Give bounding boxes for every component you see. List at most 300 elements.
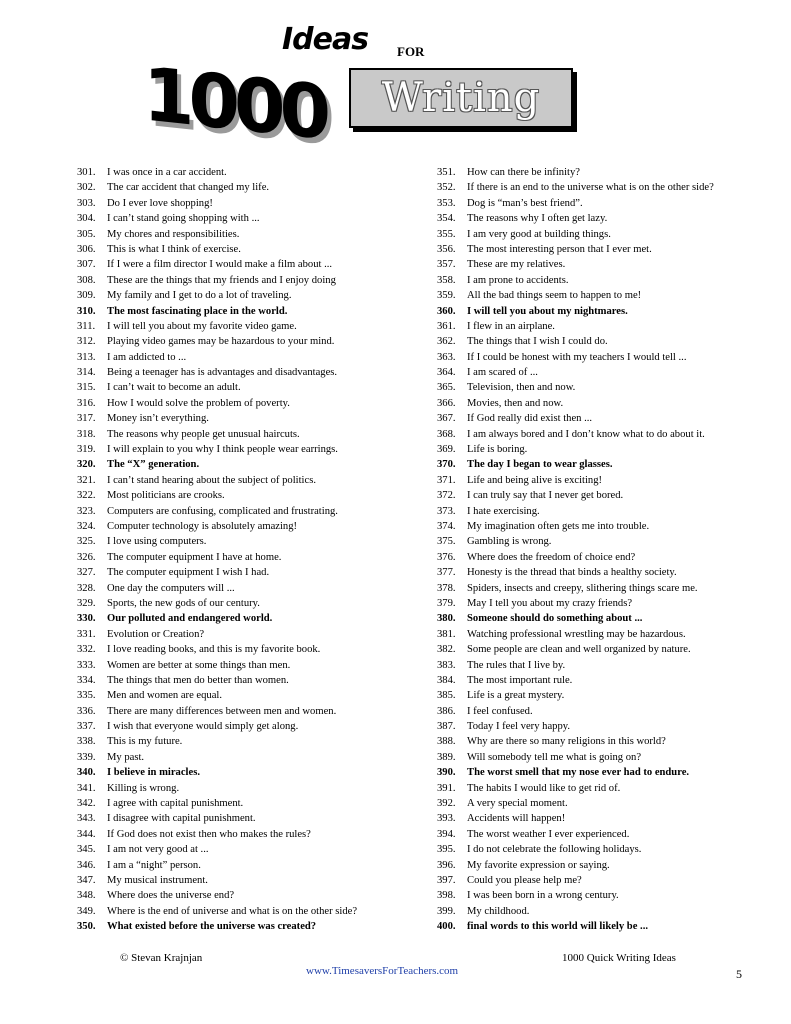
list-item [437,581,767,596]
item-number: 304. [77,213,96,225]
item-number: 310. [77,305,96,317]
item-number: 387. [437,721,456,733]
right-column-list [437,165,767,935]
list-item [437,734,767,749]
list-item [437,257,767,272]
list-item [77,550,417,565]
list-item [437,242,767,257]
item-text: Where does the universe end? [107,890,235,902]
item-number: 327. [77,567,96,579]
item-text: Accidents will happen! [467,813,566,825]
item-text: Men and women are equal. [107,690,223,702]
item-number: 382. [437,644,456,656]
item-number: 312. [77,336,96,348]
item-text: Life is boring. [467,444,528,456]
list-item [437,827,767,842]
item-number: 353. [437,197,456,209]
item-text: The car accident that changed my life. [107,182,270,194]
item-number: 316. [77,397,96,409]
item-number: 303. [77,197,96,209]
item-number: 323. [77,505,96,517]
writing-banner [349,68,573,128]
list-item [77,581,417,596]
item-number: 302. [77,182,96,194]
item-text: I can truly say that I never get bored. [467,490,624,502]
list-item [437,427,767,442]
item-text: I flew in an airplane. [467,320,555,332]
item-number: 381. [437,628,456,640]
item-text: There are many differences between men and women. [107,705,337,717]
list-item [77,827,417,842]
item-number: 339. [77,751,96,763]
list-item [77,596,417,611]
list-item [77,211,417,226]
item-number: 336. [77,705,96,717]
item-text: Gambling is wrong. [467,536,552,548]
item-text: How I would solve the problem of poverty. [107,397,290,409]
item-text: A very special moment. [467,798,568,810]
item-number: 386. [437,705,456,717]
list-item [437,565,767,580]
item-text: My chores and responsibilities. [107,228,240,240]
list-item [437,442,767,457]
list-item [77,688,417,703]
item-number: 345. [77,844,96,856]
list-item [77,334,417,349]
item-text: I do not celebrate the following holidays. [467,844,642,856]
list-item [437,704,767,719]
list-item [77,811,417,826]
list-item [437,519,767,534]
list-item [437,596,767,611]
item-number: 342. [77,798,96,810]
item-text: I will tell you about my favorite video game. [107,320,297,332]
list-item [437,165,767,180]
list-item [77,519,417,534]
item-number: 390. [437,767,456,779]
item-text: The day I began to wear glasses. [467,459,613,471]
item-text: The worst smell that my nose ever had to endure. [467,767,690,779]
item-number: 344. [77,828,96,840]
item-number: 361. [437,320,456,332]
list-item [77,242,417,257]
list-item [77,796,417,811]
item-text: If there is an end to the universe what is on the other side? [467,182,714,194]
item-text: I love using computers. [107,536,207,548]
item-text: My childhood. [467,905,530,917]
item-text: If I were a film director I would make a film about ... [107,259,333,271]
list-item [437,504,767,519]
list-item [437,319,767,334]
item-number: 391. [437,782,456,794]
item-text: If I could be honest with my teachers I would tell ... [467,351,687,363]
item-number: 365. [437,382,456,394]
list-item [437,904,767,919]
list-item [437,350,767,365]
list-item [77,534,417,549]
item-text: I was been born in a wrong century. [467,890,619,902]
list-item [77,488,417,503]
item-text: The “X” generation. [107,459,200,471]
item-number: 347. [77,874,96,886]
item-number: 373. [437,505,456,517]
item-text: Evolution or Creation? [107,628,205,640]
list-item [77,365,417,380]
item-text: Today I feel very happy. [467,721,570,733]
item-number: 340. [77,767,96,779]
list-item [77,873,417,888]
item-text: The habits I would like to get rid of. [467,782,621,794]
item-text: I will explain to you why I think people wear earrings. [107,444,338,456]
item-number: 393. [437,813,456,825]
list-item [77,396,417,411]
item-number: 358. [437,274,456,286]
item-number: 343. [77,813,96,825]
item-number: 376. [437,551,456,563]
item-number: 334. [77,674,96,686]
item-text: Most politicians are crooks. [107,490,225,502]
list-item [77,781,417,796]
list-item [437,334,767,349]
item-text: Honesty is the thread that binds a healthy society. [467,567,677,579]
item-number: 328. [77,582,96,594]
item-number: 349. [77,905,96,917]
list-item [77,180,417,195]
item-text: I believe in miracles. [107,767,200,779]
item-text: I am prone to accidents. [467,274,569,286]
item-number: 394. [437,828,456,840]
item-text: Television, then and now. [467,382,576,394]
item-text: Money isn’t everything. [107,413,209,425]
item-text: All the bad things seem to happen to me! [467,290,642,302]
list-item [437,873,767,888]
list-item [437,888,767,903]
item-number: 306. [77,243,96,255]
item-number: 371. [437,474,456,486]
item-text: I feel confused. [467,705,533,717]
list-item [77,719,417,734]
item-text: The worst weather I ever experienced. [467,828,630,840]
item-number: 377. [437,567,456,579]
item-number: 400. [437,921,456,933]
list-item [77,627,417,642]
item-text: final words to this world will likely be ... [467,921,648,933]
item-number: 330. [77,613,96,625]
for-heading: FOR [397,44,425,59]
item-number: 388. [437,736,456,748]
list-item [437,550,767,565]
item-number: 399. [437,905,456,917]
item-number: 397. [437,874,456,886]
list-item [437,719,767,734]
list-item [77,273,417,288]
item-text: The rules that I live by. [467,659,566,671]
list-item [437,534,767,549]
item-text: I will tell you about my nightmares. [467,305,628,317]
item-number: 311. [77,320,96,332]
list-item [77,658,417,673]
item-text: I wish that everyone would simply get along. [107,721,299,733]
list-item [77,765,417,780]
item-number: 320. [77,459,96,471]
item-text: I am addicted to ... [107,351,187,363]
item-text: The reasons why people get unusual haircuts. [107,428,300,440]
list-item [437,365,767,380]
item-number: 329. [77,597,96,609]
item-text: Life is a great mystery. [467,690,565,702]
item-number: 350. [77,921,96,933]
item-number: 326. [77,551,96,563]
item-text: My favorite expression or saying. [467,859,610,871]
item-number: 380. [437,613,456,625]
item-number: 314. [77,367,96,379]
list-item [437,688,767,703]
item-text: May I tell you about my crazy friends? [467,597,633,609]
list-item [77,504,417,519]
item-text: I can’t stand hearing about the subject of politics. [107,474,316,486]
item-number: 318. [77,428,96,440]
item-number: 331. [77,628,96,640]
list-item [437,811,767,826]
list-item [437,273,767,288]
list-item [437,781,767,796]
footer-author: © Stevan Krajnjan [120,952,203,964]
item-text: Playing video games may be hazardous to your mind. [107,336,335,348]
item-number: 396. [437,859,456,871]
item-text: I can’t stand going shopping with ... [107,213,260,225]
item-text: The computer equipment I wish I had. [107,567,270,579]
list-item [437,227,767,242]
list-item [437,673,767,688]
item-number: 305. [77,228,96,240]
item-text: Where does the freedom of choice end? [467,551,636,563]
item-number: 392. [437,798,456,810]
item-number: 357. [437,259,456,271]
item-text: I love reading books, and this is my favorite book. [107,644,321,656]
item-text: I am always bored and I don’t know what to do about it. [467,428,705,440]
list-item [437,288,767,303]
list-item [77,227,417,242]
item-text: Why are there so many religions in this world? [467,736,666,748]
list-item [437,765,767,780]
item-text: Will somebody tell me what is going on? [467,751,642,763]
item-text: The most interesting person that I ever met. [467,243,652,255]
list-item [77,842,417,857]
item-text: My musical instrument. [107,874,208,886]
item-number: 352. [437,182,456,194]
item-text: Being a teenager has is advantages and disadvantages. [107,367,338,379]
item-number: 354. [437,213,456,225]
item-text: Computers are confusing, complicated and frustrating. [107,505,338,517]
item-number: 370. [437,459,456,471]
list-item [77,750,417,765]
item-number: 313. [77,351,96,363]
list-item [77,427,417,442]
list-item [437,796,767,811]
list-item [77,704,417,719]
list-item [77,380,417,395]
item-text: What existed before the universe was created? [107,921,317,933]
item-number: 372. [437,490,456,502]
item-number: 309. [77,290,96,302]
list-item [437,658,767,673]
list-item [77,473,417,488]
item-text: This is my future. [107,736,183,748]
item-text: I am scared of ... [467,367,538,379]
item-text: Dog is “man’s best friend”. [467,197,583,209]
list-item [437,180,767,195]
item-number: 362. [437,336,456,348]
item-text: Spiders, insects and creepy, slithering things scare me. [467,582,698,594]
item-text: I am not very good at ... [107,844,209,856]
item-number: 384. [437,674,456,686]
item-text: One day the computers will ... [107,582,235,594]
item-number: 367. [437,413,456,425]
list-item [77,673,417,688]
list-item [437,211,767,226]
item-number: 338. [77,736,96,748]
list-item [437,611,767,626]
list-item [77,457,417,472]
item-number: 322. [77,490,96,502]
item-number: 317. [77,413,96,425]
item-number: 389. [437,751,456,763]
list-item [437,842,767,857]
item-number: 315. [77,382,96,394]
list-item [437,750,767,765]
list-item [437,858,767,873]
item-number: 324. [77,520,96,532]
list-item [77,642,417,657]
thousand-logo: 1000 [143,51,325,157]
list-item [77,288,417,303]
item-text: Sports, the new gods of our century. [107,597,260,609]
writing-heading: Writing [381,75,541,121]
item-text: If God does not exist then who makes the rules? [107,828,311,840]
item-number: 363. [437,351,456,363]
footer-website-link[interactable]: www.TimesaversForTeachers.com [306,965,459,977]
list-item [77,565,417,580]
item-number: 321. [77,474,96,486]
item-number: 378. [437,582,456,594]
list-item [77,165,417,180]
list-item [77,350,417,365]
item-text: Watching professional wrestling may be hazardous. [467,628,686,640]
list-item [77,734,417,749]
item-number: 379. [437,597,456,609]
item-number: 398. [437,890,456,902]
list-item [77,858,417,873]
item-number: 364. [437,367,456,379]
item-number: 335. [77,690,96,702]
item-text: I am very good at building things. [467,228,611,240]
item-number: 356. [437,243,456,255]
item-text: My imagination often gets me into trouble. [467,520,650,532]
item-number: 332. [77,644,96,656]
list-item [437,411,767,426]
list-item [77,904,417,919]
list-item [77,611,417,626]
item-number: 375. [437,536,456,548]
item-number: 383. [437,659,456,671]
item-number: 308. [77,274,96,286]
item-number: 337. [77,721,96,733]
list-item [437,380,767,395]
item-text: I was once in a car accident. [107,167,227,178]
item-text: The most fascinating place in the world. [107,305,288,317]
page-header [0,0,791,165]
item-number: 333. [77,659,96,671]
item-text: Women are better at some things than men. [107,659,291,671]
list-item [77,304,417,319]
item-text: Do I ever love shopping! [107,197,213,209]
item-number: 369. [437,444,456,456]
item-text: The things that I wish I could do. [467,336,608,348]
footer-book-title: 1000 Quick Writing Ideas [562,952,676,964]
list-item [77,411,417,426]
list-item [437,919,767,934]
item-text: I can’t wait to become an adult. [107,382,241,394]
item-text: Life and being alive is exciting! [467,474,603,486]
item-text: My family and I get to do a lot of traveling. [107,290,292,302]
item-text: These are my relatives. [467,259,566,271]
item-text: Someone should do something about ... [467,613,643,625]
list-item [437,642,767,657]
list-item [437,473,767,488]
item-text: I disagree with capital punishment. [107,813,256,825]
item-number: 307. [77,259,96,271]
item-text: How can there be infinity? [467,167,580,178]
list-item [77,888,417,903]
item-text: I am a “night” person. [107,859,201,871]
list-item [437,627,767,642]
list-item [437,396,767,411]
item-text: Some people are clean and well organized by nature. [467,644,691,656]
list-item [77,442,417,457]
item-number: 351. [437,167,456,178]
list-item [437,304,767,319]
item-number: 366. [437,397,456,409]
item-text: If God really did exist then ... [467,413,593,425]
item-number: 359. [437,290,456,302]
item-number: 368. [437,428,456,440]
list-item [437,488,767,503]
item-text: Could you please help me? [467,874,582,886]
item-number: 385. [437,690,456,702]
item-text: The most important rule. [467,674,573,686]
item-number: 355. [437,228,456,240]
item-text: Killing is wrong. [107,782,180,794]
item-number: 348. [77,890,96,902]
item-text: Where is the end of universe and what is on the other side? [107,905,358,917]
list-item [437,196,767,211]
item-number: 301. [77,167,96,178]
item-text: Our polluted and endangered world. [107,613,273,625]
item-number: 374. [437,520,456,532]
list-item [77,919,417,934]
item-number: 319. [77,444,96,456]
list-item [77,196,417,211]
item-number: 346. [77,859,96,871]
item-text: This is what I think of exercise. [107,243,241,255]
item-text: The things that men do better than women. [107,674,289,686]
ideas-heading: Ideas [282,22,369,57]
list-item [77,257,417,272]
item-text: Computer technology is absolutely amazing! [107,520,298,532]
item-number: 360. [437,305,456,317]
item-number: 395. [437,844,456,856]
item-text: I hate exercising. [467,505,540,517]
